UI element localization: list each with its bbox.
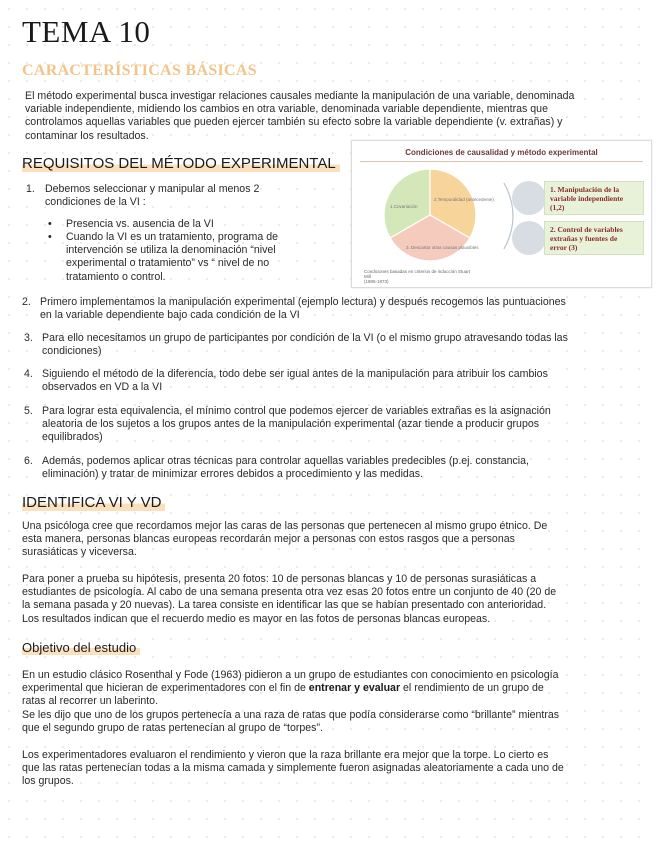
intro-paragraph: [25, 90, 635, 143]
divider: [360, 161, 643, 162]
text-line: Una psicóloga cree que recordamos mejor las caras de las personas que pertenecen al mismo grupo étnico. De: [22, 520, 548, 532]
text-line: tratamiento o control.: [66, 270, 166, 283]
text-line: Además, podemos aplicar otras técnicas para controlar aquellas variables predecibles (p.ej. constancia,: [42, 455, 529, 467]
list-item: [45, 183, 335, 209]
box-manipulacion: [544, 181, 644, 215]
paragraph: [22, 520, 637, 560]
text-line: que el segundo grupo de ratas pertenecían al grupo de “torpes”.: [22, 721, 323, 734]
list-item: [42, 455, 642, 481]
text-line: condiciones de la VI :: [45, 196, 146, 209]
list-number: 2.: [22, 296, 31, 308]
text-line: Para poner a prueba su hipótesis, presenta 20 fotos: 10 de personas blancas y 10 de personas surasiáticas a: [22, 573, 537, 585]
box-line: (1,2): [550, 203, 565, 212]
text-line: en la variable dependiente bajo cada condición de la VI: [40, 309, 300, 322]
text-line: Los experimentadores evaluaron el rendimiento y vieron que la raza brillante era mejor que la torpe. Lo cierto es: [22, 749, 549, 761]
text-line: experimental o tratamiento” vs “ nivel de no: [66, 257, 270, 270]
text-line: eliminación) y tratar de minimizar errores debidos a procedimiento y las medidas.: [42, 468, 423, 481]
section-heading-identifica: [22, 494, 165, 511]
page-title: TEMA 10: [22, 14, 151, 49]
text-line: observados en VD a la VI: [42, 381, 163, 394]
pie-label-3: 3. Descartar otras causas plausibles: [406, 245, 479, 250]
list-number: 6.: [24, 455, 33, 467]
text-line: En un estudio clásico Rosenthal y Fode (1963) pidieron a un grupo de estudiantes con conocimiento en psicología: [22, 669, 559, 681]
bullet-item: [66, 218, 336, 231]
text-line: intervención se utiliza la denominación “nivel: [66, 244, 276, 257]
caption-line: (1806-1873): [364, 279, 389, 284]
text-line: Debemos seleccionar y manipular al menos 2: [45, 183, 260, 195]
text-line: controlamos aquellas variables que pueden ejercer también su efecto sobre la variable dependiente (v. extrañas) y: [25, 116, 563, 129]
bullet-icon: •: [48, 231, 52, 243]
box-control: [544, 221, 644, 255]
text-line: El método experimental busca investigar relaciones causales mediante la manipulación de una variable, denominada: [25, 90, 575, 102]
heading-text: IDENTIFICA VI Y VD: [22, 494, 165, 511]
list-number: 1.: [26, 183, 35, 195]
text-line: variable independiente, midiendo los cambios en otra variable, denominada variable dependiente, mientras que: [25, 103, 548, 116]
bold-text: entrenar y evaluar: [308, 682, 401, 695]
box-line: 2. Control de variables: [550, 225, 623, 234]
text-line: surasiáticas y viceversa.: [22, 546, 137, 559]
text-line: Cuando la VI es un tratamiento, programa de: [66, 231, 278, 243]
section-heading-objetivo: [22, 640, 140, 655]
text-line: que las ratas pertenecían todas a la misma camada y simplemente fueron asignadas aleatoriamente a cada uno de: [22, 762, 564, 775]
text-line: la semana pasada y 20 nuevas). La tarea consiste en identificar las que se habían presentado con anterioridad.: [22, 599, 547, 612]
text-line: Siguiendo el método de la diferencia, todo debe ser igual antes de la manipulación para atribuir los cambios: [42, 368, 548, 380]
text-line: equilibrados): [42, 431, 103, 444]
text-span: experimental que hicieran de experimentadores con el fin de: [22, 682, 309, 695]
list-number: 3.: [24, 332, 33, 344]
text-line: condiciones): [42, 345, 102, 358]
text-line: los grupos.: [22, 775, 74, 788]
text-line: contaminar los resultados.: [25, 129, 149, 142]
text-line: Se les dijo que uno de los grupos pertenecía a una raza de ratas que podía considerarse como “brillante” mientras: [22, 708, 560, 721]
bullet-icon: •: [48, 218, 52, 230]
list-item: [42, 368, 642, 394]
diagram-title: Condiciones de causalidad y método experimental: [405, 148, 598, 157]
paragraph: [22, 573, 637, 626]
box-line: variable independiente: [550, 194, 624, 203]
text-line: [22, 682, 637, 695]
text-line: Los resultados indican que el recuerdo medio es mayor en las fotos de personas blancas europeas.: [22, 612, 491, 625]
text-span: el rendimiento de un grupo de: [400, 682, 544, 695]
text-line: esta manera, personas blancas europeas recordarán mejor a personas con estos rasgos que a personas: [22, 533, 515, 546]
box-line: 1. Manipulación de la: [550, 185, 620, 194]
list-number: 5.: [24, 405, 33, 417]
text-line: aleatoria de los sujetos a los grupos antes de la manipulación experimental (azar tiende a producir grupos: [42, 418, 540, 431]
text-line: Primero implementamos la manipulación experimental (ejemplo lectura) y después recogemos las puntuaciones: [40, 296, 566, 308]
text-line: Para lograr esta equivalencia, el mínimo control que podemos ejercer de variables extrañas es la asignación: [42, 405, 551, 417]
section-heading-requisitos: [22, 155, 340, 172]
pie-label-2: 2.Temporalidad (antecedente): [434, 197, 494, 202]
text-line: Para ello necesitamos un grupo de participantes por condición de la VI (o el mismo grupo atravesando todas las: [42, 332, 568, 344]
list-item: [40, 296, 640, 322]
causality-diagram: [351, 140, 652, 288]
bullet-item: [66, 231, 336, 284]
heading-text: Objetivo del estudio: [22, 640, 140, 655]
text-line: estudiantes de psicología. Al cabo de una semana presenta otra vez esas 20 fotos entre un conjunto de 40 (20 de: [22, 586, 557, 599]
box-line: extrañas y fuentes de: [550, 234, 618, 243]
list-item: [42, 332, 642, 358]
list-number: 4.: [24, 368, 33, 380]
text-line: Presencia vs. ausencia de la VI: [66, 218, 214, 230]
paragraph: [22, 749, 637, 789]
text-line: ratas al recorrer un laberinto.: [22, 695, 159, 708]
diagram-caption: [364, 269, 474, 284]
box-line: error (3): [550, 243, 578, 252]
bubble-icon: [512, 221, 546, 255]
heading-text: REQUISITOS DEL MÉTODO EXPERIMENTAL: [22, 155, 340, 172]
pie-label-1: 1.Covariación: [390, 204, 418, 209]
page-subtitle: CARACTERÍSTICAS BÁSICAS: [22, 62, 257, 79]
caption-line: Condiciones basadas en criterios de inducción Stuart Mill: [364, 269, 471, 279]
bubble-icon: [512, 181, 546, 215]
list-item: [42, 405, 642, 445]
pie-chart: [360, 165, 500, 269]
paragraph: [22, 669, 637, 735]
